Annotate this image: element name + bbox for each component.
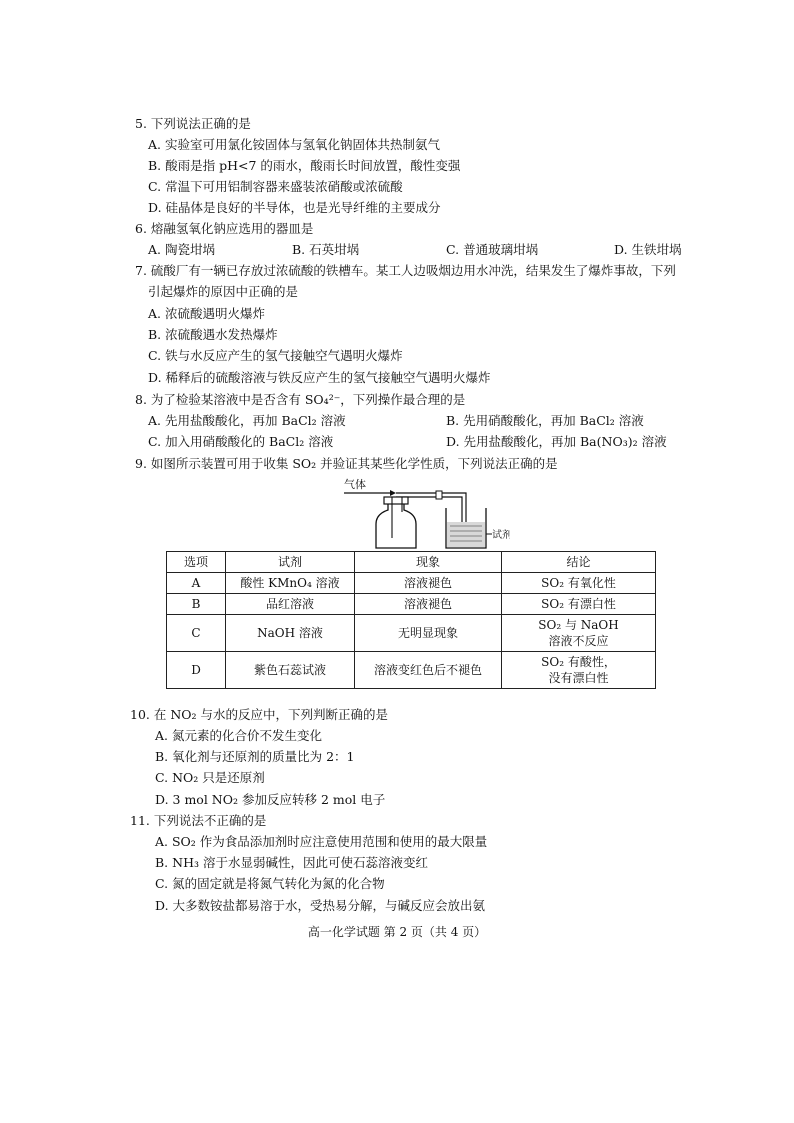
table-header-cell: 选项	[167, 552, 226, 573]
table-cell: 溶液褪色	[355, 594, 502, 615]
table-cell-line: 没有漂白性	[548, 671, 609, 685]
table-row	[167, 573, 656, 594]
table-cell: 紫色石蕊试液	[226, 652, 355, 689]
q8-option-d: D. 先用盐酸酸化，再加 Ba(NO₃)₂ 溶液	[446, 434, 667, 449]
table-cell: 无明显现象	[355, 615, 502, 652]
q10-option-b: B. 氧化剂与还原剂的质量比为 2：1	[155, 749, 355, 764]
table-cell	[502, 615, 656, 652]
table-cell-line: SO₂ 与 NaOH	[538, 618, 619, 632]
q11-option-d: D. 大多数铵盐都易溶于水，受热易分解，与碱反应会放出氨	[155, 898, 486, 913]
table-row	[167, 594, 656, 615]
table-row	[167, 652, 656, 689]
table-header-cell: 现象	[355, 552, 502, 573]
table-cell: C	[167, 615, 226, 652]
q10-option-c: C. NO₂ 只是还原剂	[155, 770, 265, 785]
q9-stem: 9. 如图所示装置可用于收集 SO₂ 并验证其某些化学性质，下列说法正确的是	[135, 456, 558, 471]
q5-stem: 5. 下列说法正确的是	[135, 116, 251, 131]
q8-option-c: C. 加入用硝酸酸化的 BaCl₂ 溶液	[148, 434, 334, 449]
table-cell: 溶液变红色后不褪色	[355, 652, 502, 689]
table-cell	[502, 652, 656, 689]
q6-option-c: C. 普通玻璃坩埚	[446, 242, 539, 257]
q8-stem: 8. 为了检验某溶液中是否含有 SO₄²⁻，下列操作最合理的是	[135, 392, 466, 407]
table-cell: D	[167, 652, 226, 689]
gas-collection-apparatus-figure	[340, 476, 510, 552]
table-cell: SO₂ 有氧化性	[502, 573, 656, 594]
q11-option-c: C. 氮的固定就是将氮气转化为氮的化合物	[155, 876, 385, 891]
q6-option-d: D. 生铁坩埚	[614, 242, 682, 257]
q10-option-a: A. 氮元素的化合价不发生变化	[155, 728, 322, 743]
q11-option-b: B. NH₃ 溶于水显弱碱性，因此可使石蕊溶液变红	[155, 855, 428, 870]
q6-option-a: A. 陶瓷坩埚	[148, 242, 215, 257]
table-header-row	[167, 552, 656, 573]
q5-option-a: A. 实验室可用氯化铵固体与氢氧化钠固体共热制氨气	[148, 137, 440, 152]
q6-option-b: B. 石英坩埚	[292, 242, 360, 257]
q7-option-d: D. 稀释后的硫酸溶液与铁反应产生的氢气接触空气遇明火爆炸	[148, 370, 491, 385]
table-cell: B	[167, 594, 226, 615]
q7-stem-line2: 引起爆炸的原因中正确的是	[148, 284, 299, 299]
table-cell: NaOH 溶液	[226, 615, 355, 652]
q10-option-d: D. 3 mol NO₂ 参加反应转移 2 mol 电子	[155, 792, 386, 807]
page-footer: 高一化学试题 第 2 页（共 4 页）	[307, 925, 487, 939]
q7-stem-line1: 7. 硫酸厂有一辆已存放过浓硫酸的铁槽车。某工人边吸烟边用水冲洗，结果发生了爆炸事故，下列	[135, 263, 676, 278]
q5-option-d: D. 硅晶体是良好的半导体，也是光导纤维的主要成分	[148, 200, 441, 215]
table-cell-line: SO₂ 有酸性，	[541, 655, 616, 669]
q7-option-a: A. 浓硫酸遇明火爆炸	[148, 306, 265, 321]
q8-option-b: B. 先用硝酸酸化，再加 BaCl₂ 溶液	[446, 413, 644, 428]
q5-option-c: C. 常温下可用铝制容器来盛装浓硝酸或浓硫酸	[148, 179, 403, 194]
reagent-label: 试剂	[492, 530, 510, 541]
table-cell: 溶液褪色	[355, 573, 502, 594]
q5-option-b: B. 酸雨是指 pH<7 的雨水，酸雨长时间放置，酸性变强	[148, 158, 461, 173]
table-header-cell: 结论	[502, 552, 656, 573]
gas-label: 气体	[344, 478, 366, 491]
q8-option-a: A. 先用盐酸酸化，再加 BaCl₂ 溶液	[148, 413, 346, 428]
table-cell: 品红溶液	[226, 594, 355, 615]
table-cell: 酸性 KMnO₄ 溶液	[226, 573, 355, 594]
q11-stem: 11. 下列说法不正确的是	[130, 813, 267, 828]
table-cell: A	[167, 573, 226, 594]
q7-option-b: B. 浓硫酸遇水发热爆炸	[148, 327, 278, 342]
q10-stem: 10. 在 NO₂ 与水的反应中，下列判断正确的是	[130, 707, 388, 722]
table-row	[167, 615, 656, 652]
q6-stem: 6. 熔融氢氧化钠应选用的器皿是	[135, 221, 314, 236]
table-cell-line: 溶液不反应	[548, 634, 609, 648]
q9-options-table	[166, 551, 656, 689]
table-cell: SO₂ 有漂白性	[502, 594, 656, 615]
q7-option-c: C. 铁与水反应产生的氢气接触空气遇明火爆炸	[148, 348, 403, 363]
q11-option-a: A. SO₂ 作为食品添加剂时应注意使用范围和使用的最大限量	[155, 834, 488, 849]
table-header-cell: 试剂	[226, 552, 355, 573]
